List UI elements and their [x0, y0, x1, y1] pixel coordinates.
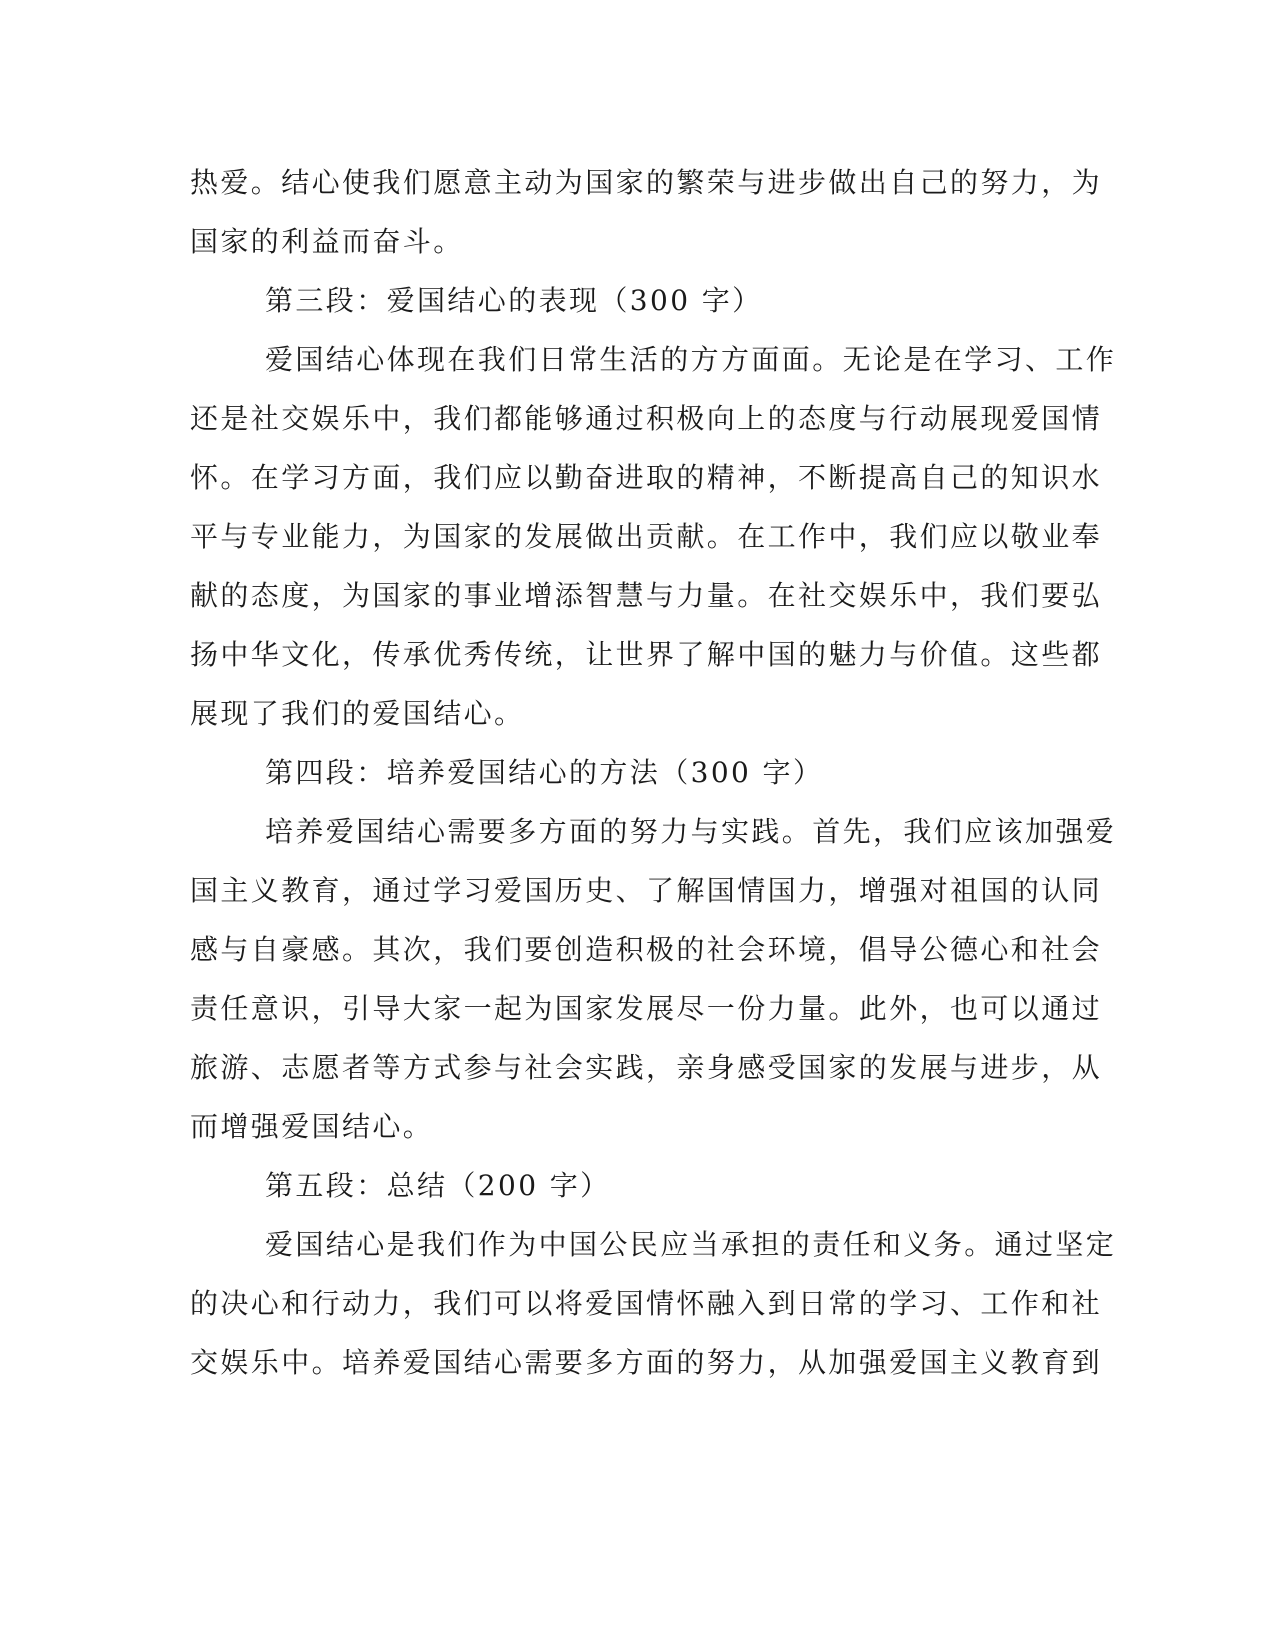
paragraph-line: 而增强爱国结心。	[190, 1110, 434, 1143]
paragraph-line: 扬中华文化，传承优秀传统，让世界了解中国的魅力与价值。这些都	[190, 638, 1103, 671]
paragraph-line: 国家的利益而奋斗。	[190, 225, 464, 258]
section-heading-4: 第四段：培养爱国结心的方法（300 字）	[265, 756, 824, 789]
paragraph-line: 还是社交娱乐中，我们都能够通过积极向上的态度与行动展现爱国情	[190, 402, 1103, 435]
paragraph-line: 感与自豪感。其次，我们要创造积极的社会环境，倡导公德心和社会	[190, 933, 1103, 966]
paragraph-line: 平与专业能力，为国家的发展做出贡献。在工作中，我们应以敬业奉	[190, 520, 1103, 553]
paragraph-line: 责任意识，引导大家一起为国家发展尽一份力量。此外，也可以通过	[190, 992, 1103, 1025]
paragraph-line: 交娱乐中。培养爱国结心需要多方面的努力，从加强爱国主义教育到	[190, 1346, 1103, 1379]
paragraph-line: 培养爱国结心需要多方面的努力与实践。首先，我们应该加强爱	[265, 815, 1117, 848]
paragraph-line: 热爱。结心使我们愿意主动为国家的繁荣与进步做出自己的努力，为	[190, 166, 1103, 199]
paragraph-line: 爱国结心体现在我们日常生活的方方面面。无论是在学习、工作	[265, 343, 1117, 376]
paragraph-line: 展现了我们的爱国结心。	[190, 697, 525, 730]
paragraph-line: 的决心和行动力，我们可以将爱国情怀融入到日常的学习、工作和社	[190, 1287, 1103, 1320]
section-heading-5: 第五段：总结（200 字）	[265, 1169, 611, 1202]
paragraph-line: 爱国结心是我们作为中国公民应当承担的责任和义务。通过坚定	[265, 1228, 1117, 1261]
paragraph-line: 旅游、志愿者等方式参与社会实践，亲身感受国家的发展与进步，从	[190, 1051, 1103, 1084]
paragraph-line: 献的态度，为国家的事业增添智慧与力量。在社交娱乐中，我们要弘	[190, 579, 1103, 612]
section-heading-3: 第三段：爱国结心的表现（300 字）	[265, 284, 763, 317]
paragraph-line: 国主义教育，通过学习爱国历史、了解国情国力，增强对祖国的认同	[190, 874, 1103, 907]
paragraph-line: 怀。在学习方面，我们应以勤奋进取的精神，不断提高自己的知识水	[190, 461, 1103, 494]
